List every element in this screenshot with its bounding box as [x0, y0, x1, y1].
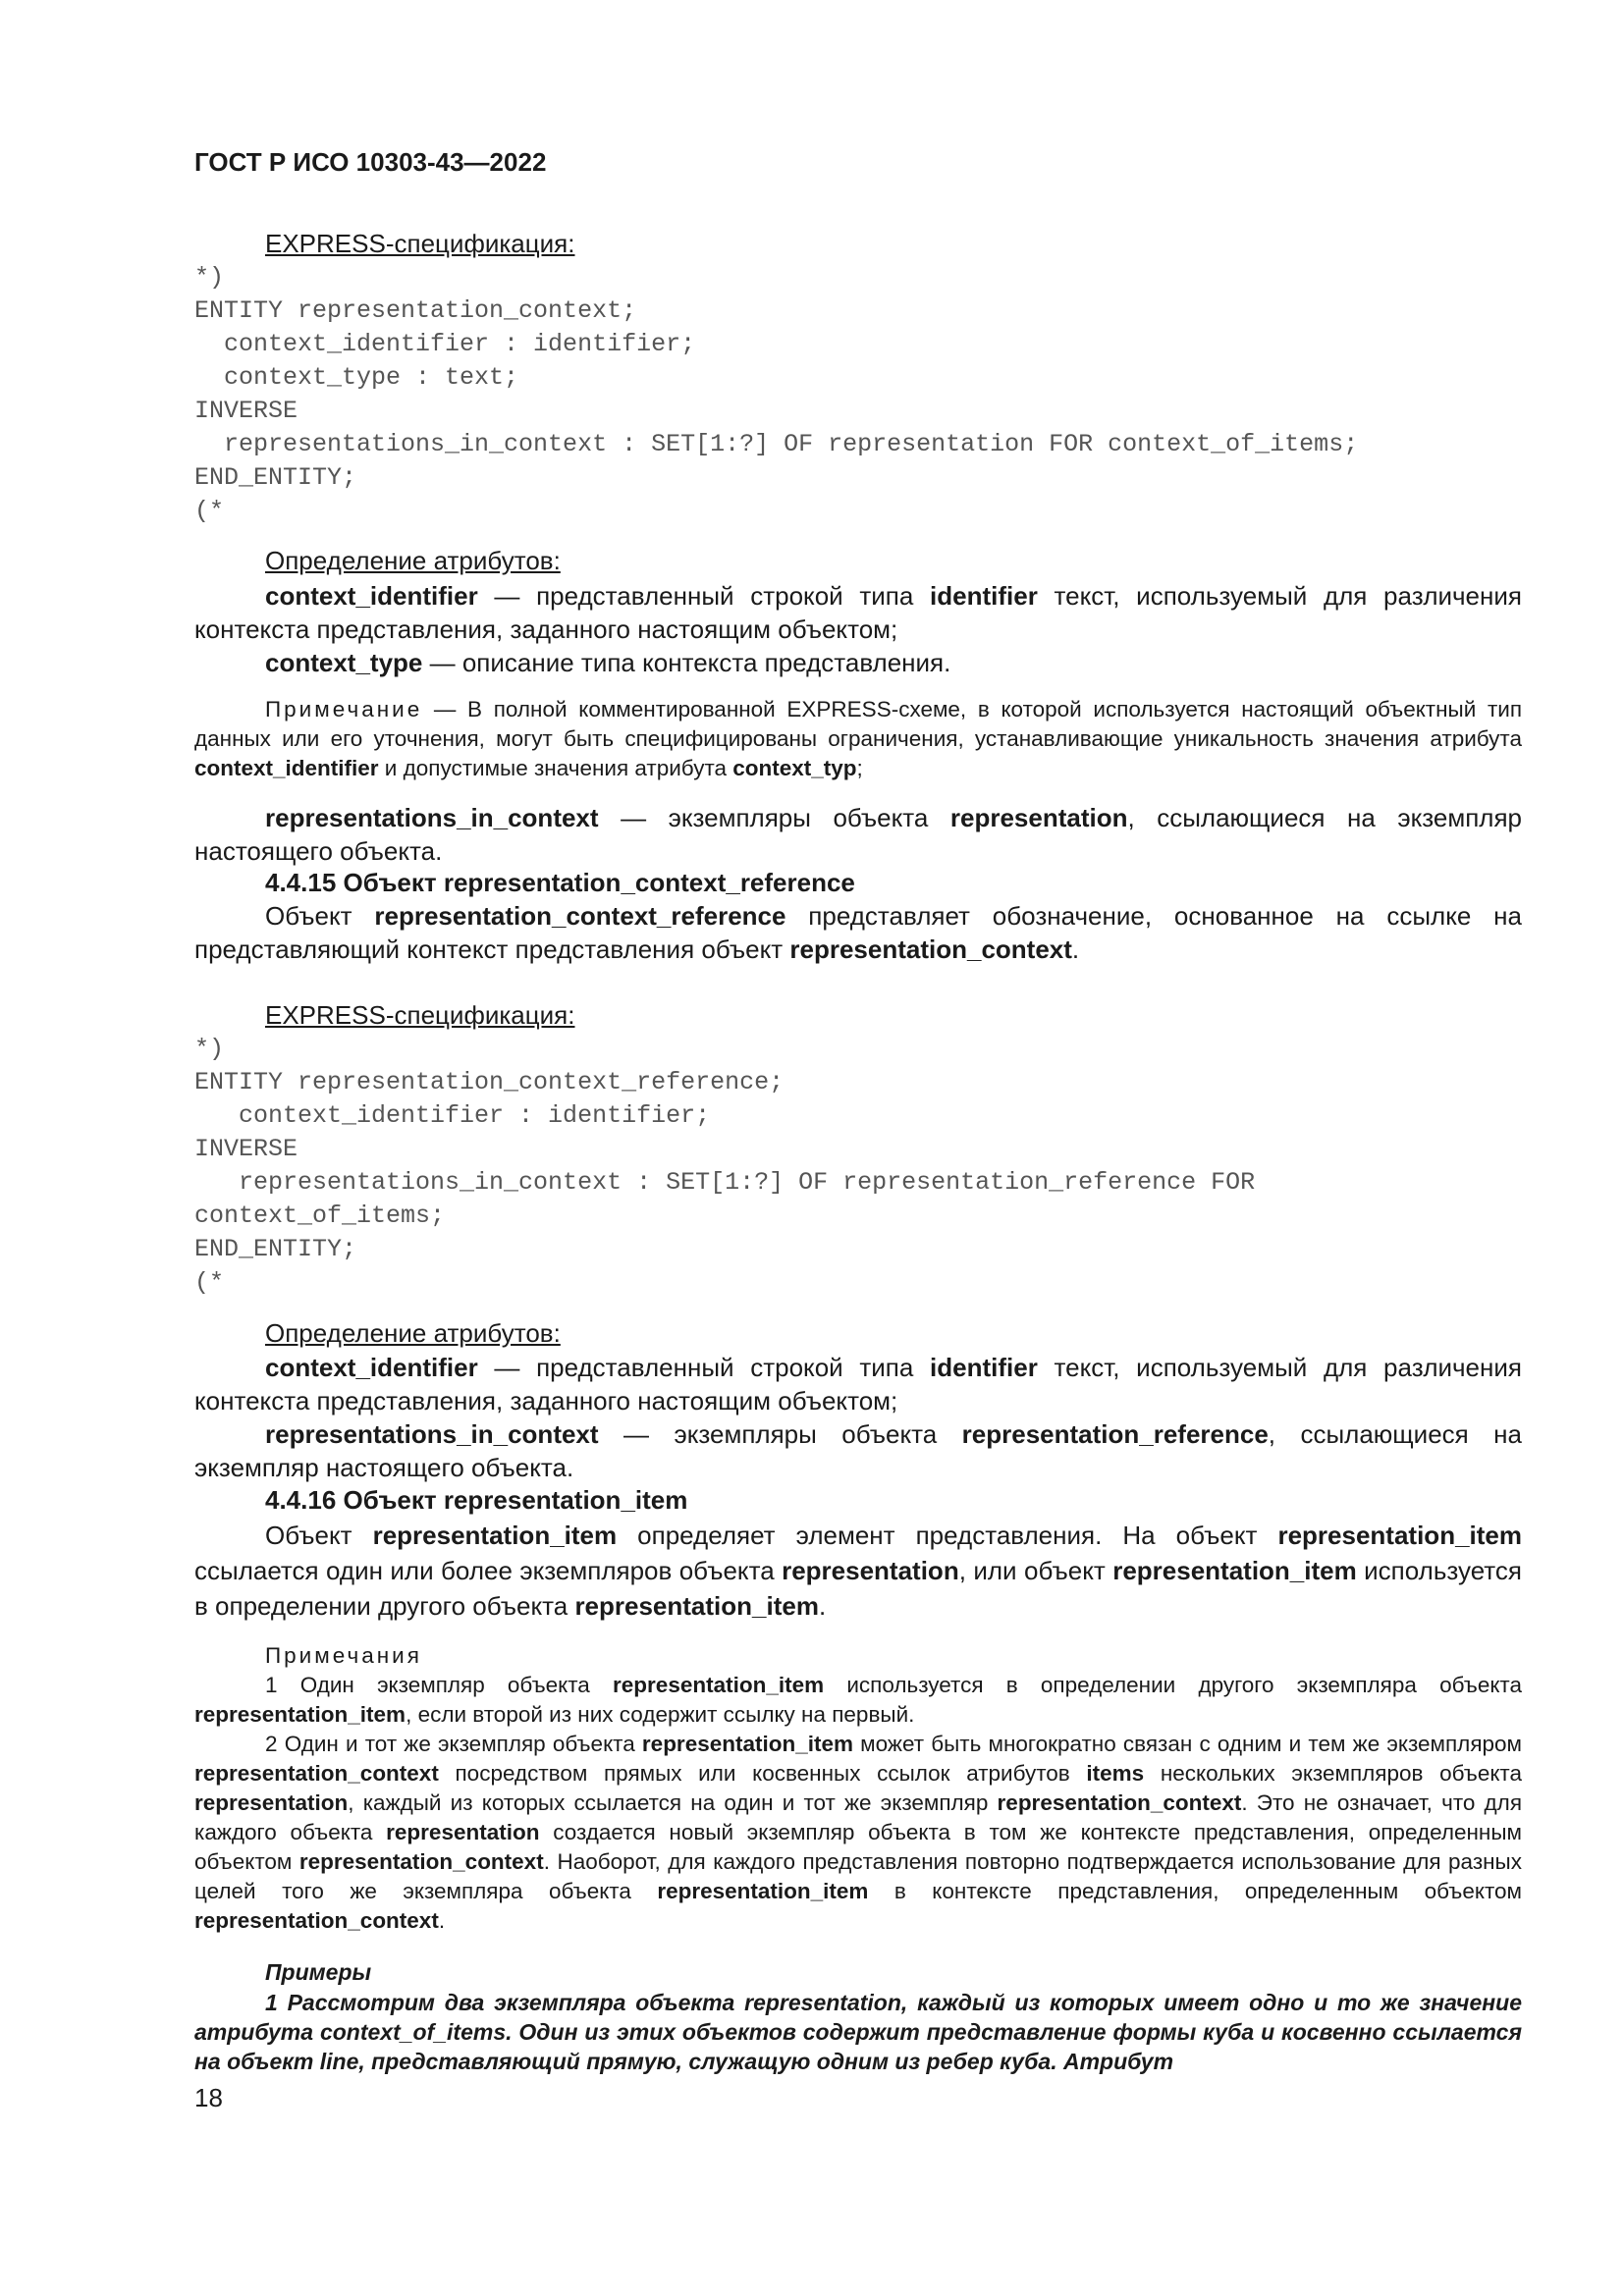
document-header: ГОСТ Р ИСО 10303-43—2022	[194, 147, 547, 177]
attribute-definition: representations_in_context — экземпляры объекта representation, ссылающиеся на экземпляр настоящего объекта.	[194, 803, 1523, 866]
attribute-definition: context_identifier — представленный строкой типа identifier текст, используемый для различения контекста представления, заданного настоящим объектом;	[194, 581, 1522, 644]
paragraph: Объект representation_item определяет элемент представления. На объект representation_item ссылается один или более экземпляров объекта representation, или объект representation_item используется в определении другого объекта representation_item.	[194, 1521, 1522, 1621]
note: 1 Один экземпляр объекта representation_item используется в определении другого экземпляра объекта representation_item, если второй из них содержит ссылку на первый.	[194, 1673, 1522, 1727]
note: 2 Один и тот же экземпляр объекта representation_item может быть многократно связан с одним и тем же экземпляром representation_context посредством прямых или косвенных ссылок атрибутов items нескольких экземпляров объекта representation, каждый из которых ссылается на один и тот же экземпляр representation_context. Это не означает, что для каждого объекта representation создается новый экземпляр объекта в том же контексте представления, определенным объектом representation_context. Наоборот, для каждого представления повторно подтверждается использование для разных целей того же экземпляра объекта representation_item в контексте представления, определенным объектом representation_context.	[194, 1732, 1523, 1933]
express-spec-label: EXPRESS-спецификация:	[265, 1000, 575, 1030]
page-number: 18	[194, 2083, 223, 2112]
express-code-block: *) ENTITY representation_context_reference; context_identifier : identifier; INVERSE representations_in_context : SET[1:?] OF representation_reference FOR context_of_items; END_ENTITY; (*	[194, 1035, 1256, 1297]
express-code-block: *) ENTITY representation_context; context_identifier : identifier; context_type : text; INVERSE representations_in_context : SET[1:?] OF representation FOR context_of_items; END_ENTITY; (*	[194, 263, 1359, 525]
note: Примечание — В полной комментированной EXPRESS-схеме, в которой используется настоящий объектный тип данных или его уточнения, могут быть специфицированы ограничения, устанавливающие уникальность значения атрибута context_identifier и допустимые значения атрибута context_typ;	[194, 697, 1522, 780]
example-text: 1 Рассмотрим два экземпляра объекта representation, каждый из которых имеет одно и то же значение атрибута context_of_items. Один из этих объектов содержит представление формы куба и косвенно ссылается на объект line, представляющий прямую, служащую одним из ребер куба. Атрибут	[194, 1990, 1522, 2074]
section-heading: 4.4.15 Объект representation_context_reference	[265, 868, 855, 897]
express-spec-label: EXPRESS-спецификация:	[265, 229, 575, 258]
attribute-definition: context_identifier — представленный строкой типа identifier текст, используемый для различения контекста представления, заданного настоящим объектом;	[194, 1353, 1522, 1415]
notes-label: Примечания	[265, 1643, 422, 1668]
attributes-label: Определение атрибутов:	[265, 546, 561, 575]
section-heading: 4.4.16 Объект representation_item	[265, 1485, 688, 1515]
examples-label: Примеры	[265, 1959, 372, 1985]
attribute-definition: context_type — описание типа контекста представления.	[265, 648, 951, 677]
attributes-label: Определение атрибутов:	[265, 1318, 561, 1348]
attribute-definition: representations_in_context — экземпляры объекта representation_reference, ссылающиеся на экземпляр настоящего объекта.	[194, 1419, 1522, 1482]
paragraph: Объект representation_context_reference представляет обозначение, основанное на ссылке на представляющий контекст представления объект representation_context.	[194, 901, 1522, 964]
